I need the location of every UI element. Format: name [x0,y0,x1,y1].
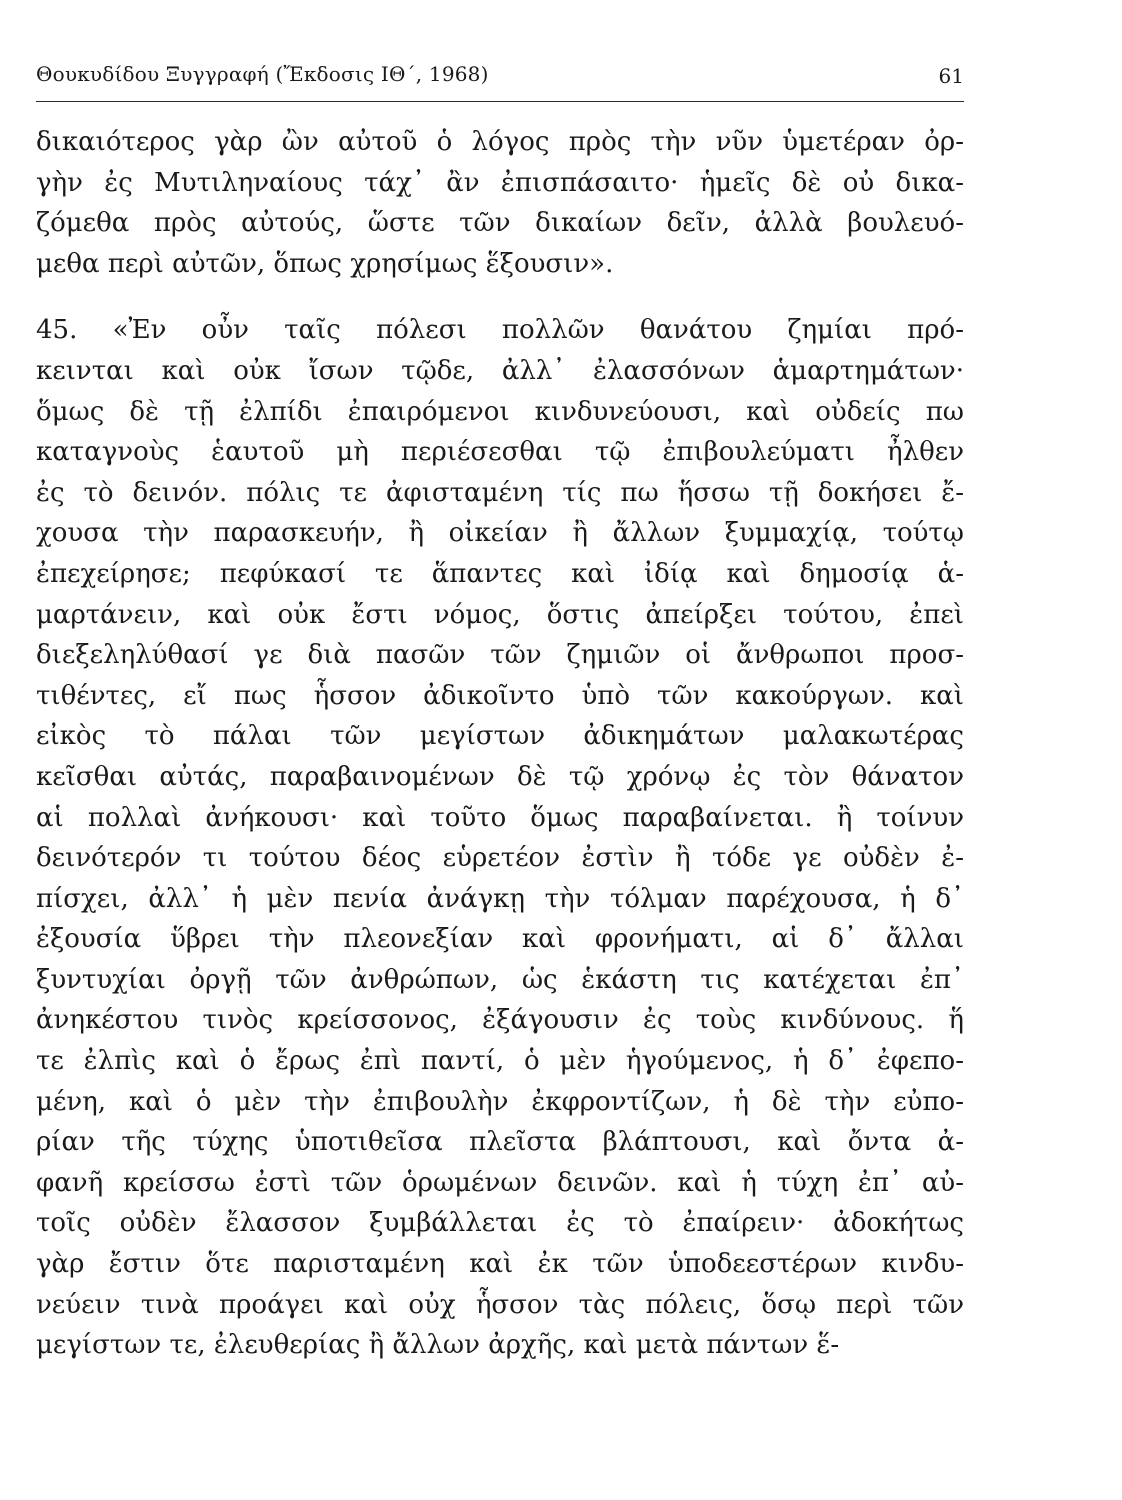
paragraph [36,310,964,1365]
text-line: δεινότερόν τι τούτου δέος εὑρετέον ἐστὶν ἢ τόδε γε οὐδὲν ἐ- [36,843,964,874]
text-line: μεθα περὶ αὐτῶν, ὅπως χρησίμως ἕξουσιν». [36,248,614,279]
text-line: τιθέντες, εἴ πως ἧσσον ἀδικοῖντο ὑπὸ τῶν κακούργων. καὶ [36,680,964,711]
text-line: ζόμεθα πρὸς αὐτούς, ὥστε τῶν δικαίων δεῖν, ἀλλὰ βουλευό- [36,208,964,239]
text-line: καταγνοὺς ἑαυτοῦ μὴ περιέσεσθαι τῷ ἐπιβουλεύματι ἦλθεν [36,437,964,468]
text-line: κεινται καὶ οὐκ ἴσων τῷδε, ἀλλ᾽ ἐλασσόνων ἁμαρτημάτων· [36,355,964,386]
text-line: ρίαν τῆς τύχης ὑποτιθεῖσα πλεῖστα βλάπτουσι, καὶ ὄντα ἀ- [36,1127,964,1158]
text-line: εἰκὸς τὸ πάλαι τῶν μεγίστων ἀδικημάτων μαλακωτέρας [36,721,964,752]
text-line: μαρτάνειν, καὶ οὐκ ἔστι νόμος, ὅστις ἀπείρξει τούτου, ἐπεὶ [36,599,964,630]
text-line: ἐπεχείρησε; πεφύκασί τε ἅπαντες καὶ ἰδίᾳ καὶ δημοσίᾳ ἁ- [36,558,964,589]
text-line: διεξεληλύθασί γε διὰ πασῶν τῶν ζημιῶν οἱ ἄνθρωποι προσ- [36,640,964,671]
paragraph [36,122,964,284]
text-line: ἐξουσία ὕβρει τὴν πλεονεξίαν καὶ φρονήματι, αἱ δ᾽ ἄλλαι [36,924,964,955]
text-line: γὰρ ἔστιν ὅτε παρισταμένη καὶ ἐκ τῶν ὑποδεεστέρων κινδυ- [36,1249,964,1280]
text-line: μένη, καὶ ὁ μὲν τὴν ἐπιβουλὴν ἐκφροντίζων, ἡ δὲ τὴν εὐπο- [36,1086,964,1117]
paragraph-gap [36,284,964,310]
body-text [36,122,964,1366]
header-rule [36,101,964,102]
page-number: 61 [938,64,964,88]
text-line: κεῖσθαι αὐτάς, παραβαινομένων δὲ τῷ χρόνῳ ἐς τὸν θάνατον [36,761,964,792]
text-line: αἱ πολλαὶ ἀνήκουσι· καὶ τοῦτο ὅμως παραβαίνεται. ἢ τοίνυν [36,802,964,833]
text-line: τε ἐλπὶς καὶ ὁ ἔρως ἐπὶ παντί, ὁ μὲν ἡγούμενος, ἡ δ᾽ ἐφεπο- [36,1046,964,1077]
running-title: Θουκυδίδου Ξυγγραφή (Ἔκδοσις ΙΘ΄, 1968) [36,62,489,86]
text-line: πίσχει, ἀλλ᾽ ἡ μὲν πενία ἀνάγκῃ τὴν τόλμαν παρέχουσα, ἡ δ᾽ [36,883,964,914]
text-line: μεγίστων τε, ἐλευθερίας ἢ ἄλλων ἀρχῆς, καὶ μετὰ πάντων ἕ- [36,1330,840,1361]
text-line: ὅμως δὲ τῇ ἐλπίδι ἐπαιρόμενοι κινδυνεύουσι, καὶ οὐδείς πω [36,396,964,427]
text-line: ἐς τὸ δεινόν. πόλις τε ἀφισταμένη τίς πω ἥσσω τῇ δοκήσει ἔ- [36,477,964,508]
running-head [36,62,964,96]
text-line: ξυντυχίαι ὀργῇ τῶν ἀνθρώπων, ὡς ἑκάστη τις κατέχεται ἐπ᾽ [36,964,964,995]
text-line: δικαιότερος γὰρ ὢν αὐτοῦ ὁ λόγος πρὸς τὴν νῦν ὑμετέραν ὀρ- [36,127,964,157]
text-line: ἀνηκέστου τινὸς κρείσσονος, ἐξάγουσιν ἐς τοὺς κινδύνους. ἥ [36,1005,964,1036]
text-line: 45. «Ἐν οὖν ταῖς πόλεσι πολλῶν θανάτου ζημίαι πρό- [36,315,964,346]
text-line: γὴν ἐς Μυτιληναίους τάχ᾽ ἂν ἐπισπάσαιτο· ἡμεῖς δὲ οὐ δικα- [36,167,964,198]
text-line: νεύειν τινὰ προάγει καὶ οὐχ ἧσσον τὰς πόλεις, ὅσῳ περὶ τῶν [36,1289,964,1320]
text-line: τοῖς οὐδὲν ἔλασσον ξυμβάλλεται ἐς τὸ ἐπαίρειν· ἀδοκήτως [36,1208,964,1239]
text-line: χουσα τὴν παρασκευήν, ἢ οἰκείαν ἢ ἄλλων ξυμμαχίᾳ, τούτῳ [36,518,964,549]
text-line: φανῆ κρείσσω ἐστὶ τῶν ὁρωμένων δεινῶν. καὶ ἡ τύχη ἐπ᾽ αὐ- [36,1167,964,1198]
